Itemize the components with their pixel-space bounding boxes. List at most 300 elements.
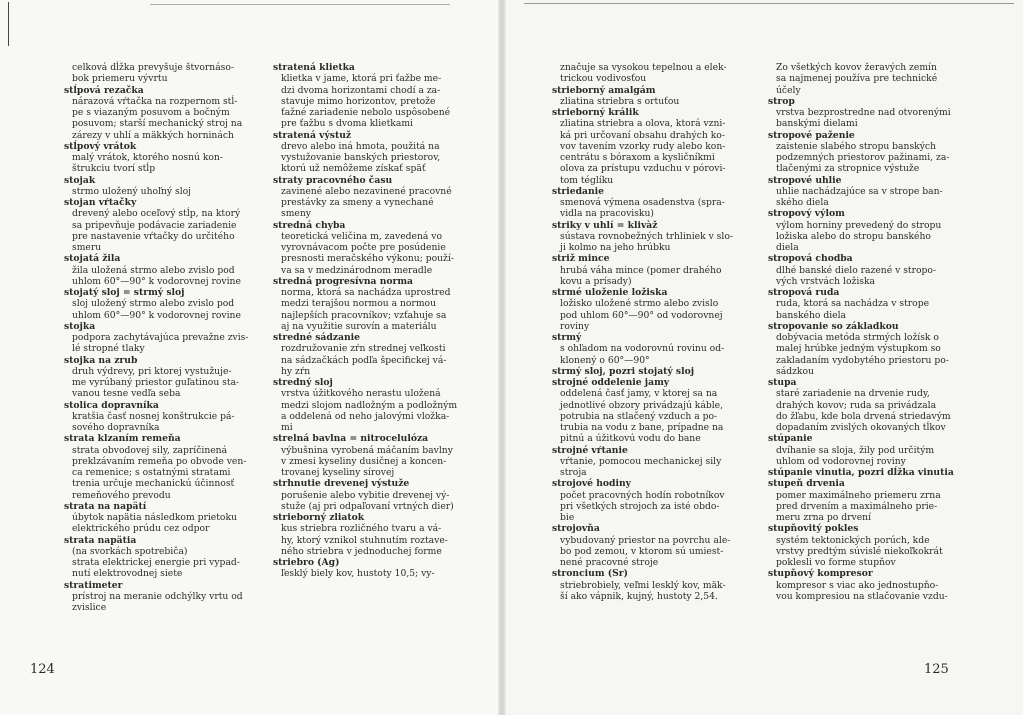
- definition-line: posuvom; starší mechanický stroj na: [72, 118, 243, 130]
- definition-line: stroja: [560, 467, 587, 478]
- definition-line: sa najmenej používa pre technické: [776, 73, 938, 85]
- entry-headword: strieborný zliatok: [273, 512, 365, 523]
- definition-line: olova za prístupu vzduchu v pórovi-: [560, 163, 726, 175]
- entry-headword: striebro (Ag): [273, 557, 340, 568]
- dictionary-entry: [273, 130, 459, 175]
- entry-definition: [776, 220, 968, 254]
- dictionary-entry: [768, 568, 968, 602]
- definition-line: uhlie nachádzajúce sa v strope ban-: [776, 185, 943, 197]
- definition-line: pred drvením a maximálneho prie-: [776, 500, 938, 512]
- definition-line: sloj uložený strmo alebo zvislo pod: [72, 298, 235, 310]
- definition-line: dobývacia metóda strmých ložísk o: [776, 332, 939, 343]
- definition-line: značuje sa vysokou tepelnou a elek-: [560, 62, 727, 73]
- definition-line: remeňového prevodu: [72, 489, 171, 501]
- definition-line: pomer maximálneho priemeru zrna: [776, 489, 941, 501]
- dictionary-entry: [64, 197, 256, 253]
- definition-line: pre nastavenie vŕtačky do určitého: [72, 230, 235, 242]
- definition-line: trubia na vodu z bane, prípadne na: [560, 422, 724, 433]
- entry-definition: [72, 96, 256, 141]
- definition-line: ká pri určovaní obsahu drahých ko-: [560, 129, 725, 141]
- dictionary-entry: [552, 85, 752, 108]
- dictionary-entry: [768, 433, 968, 467]
- definition-line: účely: [776, 84, 801, 96]
- entry-headword: stratená klietka: [273, 62, 355, 73]
- entry-headword: stredný sloj: [273, 377, 333, 388]
- definition-line: rozdružovanie zŕn strednej veľkosti: [281, 343, 446, 355]
- definition-line: dzi dvoma horizontami chodí a za-: [281, 84, 441, 96]
- entry-headword: strmé uloženie ložiska: [552, 287, 668, 298]
- left-column-2: [273, 62, 459, 580]
- dictionary-entry: [552, 62, 752, 85]
- entry-definition: [72, 152, 256, 175]
- definition-line: počet pracovných hodín robotníkov: [560, 489, 725, 501]
- entry-headword: stredná chyba: [273, 219, 346, 231]
- dictionary-entry: [552, 445, 752, 479]
- definition-line: vrstvy predtým súvislé niekoľkokrát: [776, 545, 943, 557]
- entry-definition: [72, 591, 256, 614]
- definition-line: lé stropné tlaky: [72, 343, 145, 355]
- entry-definition: [72, 546, 256, 580]
- entry-definition: [281, 388, 459, 433]
- dictionary-entry: [273, 557, 459, 580]
- entry-definition: [776, 62, 968, 96]
- entry-definition: [281, 523, 459, 557]
- definition-line: vyrovnávacom počte pre posúdenie: [281, 242, 446, 253]
- definition-line: strmo uložený uhoľný sloj: [72, 185, 192, 197]
- definition-line: žila uložená strmo alebo zvislo pod: [72, 264, 235, 276]
- entry-headword: stojatá žila: [64, 253, 121, 265]
- definition-line: trenia určuje mechanickú účinnosť: [72, 478, 235, 490]
- dictionary-entry: [552, 478, 752, 523]
- definition-line: ložiska alebo do stropu banského: [776, 230, 931, 242]
- entry-headword: striž mince: [552, 253, 610, 265]
- definition-line: banského diela: [776, 309, 847, 321]
- entry-headword: stredná progresívna norma: [273, 275, 414, 287]
- definition-line: vybudovaný priestor na povrchu ale-: [560, 534, 731, 546]
- definition-line: výbušnina vyrobená máčaním bavlny: [281, 444, 453, 456]
- entry-definition: [72, 186, 256, 197]
- dictionary-entry: [64, 355, 256, 400]
- entry-definition: [776, 535, 968, 569]
- dictionary-entry: [273, 62, 459, 130]
- definition-line: vrstva bezprostredne nad otvorenými: [776, 107, 951, 118]
- definition-line: bo pod zemou, v ktorom sú umiest-: [560, 545, 724, 557]
- dictionary-entry: [64, 85, 256, 141]
- page-number-left: 124: [30, 662, 55, 677]
- entry-headword: stúpanie vinutia, pozri dĺžka vinutia: [768, 467, 954, 478]
- entry-definition: [560, 535, 752, 569]
- definition-line: preklzávaním remeňa po obvode ven-: [72, 455, 247, 467]
- entry-headword: stredné sádzanie: [273, 332, 360, 343]
- definition-line: klonený o 60°—90°: [560, 354, 650, 366]
- dictionary-entry: [768, 287, 968, 321]
- entry-definition: [72, 332, 256, 355]
- definition-line: aj na využitie surovín a materiálu: [281, 320, 437, 332]
- entry-definition: [72, 62, 256, 85]
- entry-definition: [560, 298, 752, 332]
- definition-line: dopadaním zvislých okovaných tĺkov: [776, 422, 946, 433]
- dictionary-entry: [552, 220, 752, 254]
- entry-headword: strmý sloj, pozri stojatý sloj: [552, 365, 695, 377]
- definition-line: vŕtanie, pomocou mechanickej sily: [560, 455, 722, 467]
- dictionary-entry: [64, 400, 256, 434]
- dictionary-entry: [552, 523, 752, 568]
- dictionary-entry: [64, 535, 256, 580]
- definition-line: úbytok napätia následkom prietoku: [72, 512, 237, 523]
- definition-line: ložisko uložené strmo alebo zvislo: [560, 298, 719, 310]
- definition-line: trickou vodivosťou: [560, 73, 647, 85]
- entry-definition: [776, 445, 968, 468]
- entry-headword: stupa: [768, 377, 797, 388]
- entry-headword: strhnutie drevenej výstuže: [273, 478, 410, 490]
- definition-line: nené pracovné stroje: [560, 557, 659, 568]
- definition-line: pri všetkých strojoch za isté obdo-: [560, 500, 720, 512]
- entry-headword: stojatý sloj = strmý sloj: [64, 287, 185, 298]
- definition-line: zvislice: [72, 602, 107, 613]
- right-column-2: [768, 62, 968, 602]
- entry-headword: strata klzaním remeňa: [64, 433, 181, 445]
- definition-line: banskými dielami: [776, 118, 858, 130]
- definition-line: zliatina striebra a olova, ktorá vzni-: [560, 118, 726, 130]
- entry-definition: [776, 265, 968, 288]
- definition-line: zavinené alebo nezavinené pracovné: [281, 185, 452, 197]
- definition-line: staré zariadenie na drvenie rudy,: [776, 388, 930, 400]
- entry-definition: [560, 343, 752, 366]
- entry-headword: stropové uhlie: [768, 174, 842, 186]
- definition-line: vých vrstvách ložiska: [776, 275, 876, 287]
- definition-line: drevo alebo iná hmota, použitá na: [281, 140, 440, 152]
- entry-headword: strojné vŕtanie: [552, 444, 628, 456]
- dictionary-entry: [768, 96, 968, 130]
- definition-line: ťažné zariadenie nebolo uspôsobené: [281, 107, 451, 118]
- dictionary-entry: [64, 321, 256, 355]
- entry-headword: straty pracovného času: [273, 174, 393, 186]
- page-number-right: 125: [924, 662, 949, 677]
- definition-line: diela: [776, 242, 799, 253]
- definition-line: najlepších pracovníkov; vzťahuje sa: [281, 309, 447, 321]
- definition-line: tom téglíku: [560, 174, 614, 186]
- definition-line: medzi slojom nadložným a podložným: [281, 399, 458, 411]
- entry-headword: strmý: [552, 332, 582, 343]
- definition-line: dlhé banské dielo razené v stropo-: [776, 264, 937, 276]
- entry-headword: strojové hodiny: [552, 478, 631, 490]
- definition-line: presnosti meračského výkonu; použí-: [281, 253, 454, 265]
- dictionary-entry: [64, 175, 256, 198]
- entry-definition: [281, 445, 459, 479]
- definition-line: prístroj na meranie odchýlky vrtu od: [72, 590, 243, 602]
- definition-line: hy zŕn: [281, 365, 311, 377]
- entry-headword: strop: [768, 95, 795, 107]
- entry-definition: [72, 208, 256, 253]
- definition-line: vystužovanie banských priestorov,: [281, 152, 441, 163]
- definition-line: vou kompresiou na stlačovanie vzdu-: [776, 590, 948, 602]
- entry-headword: stojak: [64, 174, 96, 186]
- definition-line: roviny: [560, 320, 590, 332]
- definition-line: striebrobiely, veľmi lesklý kov, mäk-: [560, 579, 726, 591]
- entry-headword: stojka: [64, 320, 96, 332]
- definition-line: systém tektonických porúch, kde: [776, 534, 930, 546]
- definition-line: zliatina striebra s ortuťou: [560, 95, 680, 107]
- entry-definition: [776, 107, 968, 130]
- dictionary-entry: [552, 568, 752, 602]
- entry-headword: stropová ruda: [768, 287, 840, 298]
- entry-headword: striedanie: [552, 185, 604, 197]
- entry-headword: strojovňa: [552, 523, 600, 535]
- entry-definition: [776, 141, 968, 175]
- definition-line: sa pripevňuje podávacie zariadenie: [72, 219, 237, 231]
- dictionary-entry: [64, 287, 256, 321]
- entry-headword: stupeň drvenia: [768, 478, 845, 490]
- definition-line: sádzkou: [776, 365, 814, 377]
- definition-line: podzemných priestorov pažinami, za-: [776, 152, 950, 163]
- entry-headword: stojka na zrub: [64, 354, 138, 366]
- entry-definition: [776, 490, 968, 524]
- dictionary-entry: [768, 175, 968, 209]
- dictionary-entry: [273, 478, 459, 512]
- definition-line: kus striebra rozličného tvaru a vá-: [281, 523, 442, 535]
- right-column-1: [552, 62, 752, 602]
- entry-definition: [72, 445, 256, 501]
- definition-line: pre ťažbu s dvoma klietkami: [281, 118, 413, 130]
- dictionary-entry: [64, 62, 256, 85]
- entry-definition: [560, 265, 752, 288]
- definition-line: stuže (aj pri odpaľovaní vrtných dier): [281, 500, 454, 512]
- definition-line: a oddelená od neho jalovými vložka-: [281, 410, 450, 422]
- entry-definition: [281, 343, 459, 377]
- entry-definition: [560, 96, 752, 107]
- entry-definition: [560, 388, 752, 444]
- definition-line: uhlom od vodorovnej roviny: [776, 455, 906, 467]
- corner-mark: [8, 2, 9, 46]
- definition-line: zaistenie slabého stropu banských: [776, 140, 936, 152]
- definition-line: nutí elektrovodnej siete: [72, 568, 183, 580]
- dictionary-entry: [273, 175, 459, 220]
- entry-headword: stropovanie so základkou: [768, 320, 899, 332]
- entry-headword: stupňový kompresor: [768, 568, 873, 580]
- definition-line: ší ako vápnik, kujný, hustoty 2,54.: [560, 590, 718, 602]
- dictionary-entry: [273, 332, 459, 377]
- definition-line: drahých kovov; ruda sa privádzala: [776, 399, 937, 411]
- definition-line: uhlom 60°—90° k vodorovnej rovine: [72, 275, 241, 287]
- entry-headword: striky v uhlí = klivàž: [552, 219, 658, 231]
- definition-line: porušenie alebo vybitie drevenej vý-: [281, 489, 450, 501]
- definition-line: meru zrna po drvení: [776, 512, 872, 523]
- definition-line: malej hrúbke jedným výstupkom so: [776, 343, 941, 355]
- definition-line: ruda, ktorá sa nachádza v strope: [776, 298, 930, 310]
- book-gutter: [498, 0, 506, 715]
- definition-line: kovu a prísady): [560, 275, 632, 287]
- entry-definition: [281, 490, 459, 513]
- definition-line: sového dopravníka: [72, 422, 160, 433]
- definition-line: smeny: [281, 208, 311, 220]
- definition-line: smeru: [72, 242, 102, 253]
- entry-definition: [281, 287, 459, 332]
- dictionary-entry: [552, 377, 752, 445]
- entry-definition: [560, 456, 752, 479]
- definition-line: dvíhanie sa sloja, žily pod určitým: [776, 444, 935, 456]
- entry-definition: [776, 388, 968, 433]
- entry-headword: stratená výstuž: [273, 129, 352, 141]
- entry-definition: [72, 411, 256, 434]
- dictionary-entry: [273, 433, 459, 478]
- definition-line: podpora zachytávajúca prevažne zvis-: [72, 332, 249, 343]
- definition-line: kratšia časť nosnej konštrukcie pá-: [72, 410, 235, 422]
- dictionary-entry: [64, 580, 256, 614]
- definition-line: ného striebra v jednoduchej forme: [281, 545, 442, 557]
- definition-line: elektrického prúdu cez odpor: [72, 523, 210, 535]
- dictionary-entry: [768, 253, 968, 287]
- entry-headword: strieborný amalgám: [552, 84, 656, 96]
- definition-line: vidla na pracovisku): [560, 208, 655, 220]
- definition-line: pe s viazaným posuvom a bočným: [72, 107, 230, 118]
- dictionary-entry: [273, 512, 459, 557]
- entry-headword: stropové paženie: [768, 129, 855, 141]
- definition-line: druh výdrevy, pri ktorej vystužuje-: [72, 365, 232, 377]
- definition-line: klietka v jame, ktorá pri ťažbe me-: [281, 73, 442, 85]
- dictionary-entry: [768, 467, 968, 478]
- entry-definition: [560, 197, 752, 220]
- dictionary-entry: [552, 186, 752, 220]
- entry-headword: stúpanie: [768, 433, 813, 445]
- definition-line: s ohľadom na vodorovnú rovinu od-: [560, 343, 725, 355]
- entry-definition: [72, 512, 256, 535]
- definition-line: na sádzačkách podľa špecifickej vá-: [281, 354, 447, 366]
- definition-line: ca remenice; s ostatnými stratami: [72, 467, 231, 478]
- entry-definition: [281, 141, 459, 175]
- definition-line: medzi terajšou normou a normou: [281, 298, 436, 310]
- definition-line: malý vrátok, ktorého nosnú kon-: [72, 152, 223, 163]
- definition-line: norma, ktorá sa nachádza uprostred: [281, 287, 451, 298]
- definition-line: pitnú a úžitkovú vodu do bane: [560, 433, 701, 445]
- definition-line: strata obvodovej sily, zapríčinená: [72, 444, 228, 456]
- definition-line: stavuje mimo horizontov, pretože: [281, 95, 436, 107]
- entry-headword: stĺpový vrátok: [64, 140, 137, 152]
- definition-line: centrátu s bóraxom a kysličníkmi: [560, 152, 715, 163]
- entry-headword: strieborný králik: [552, 107, 639, 118]
- definition-line: prestávky za smeny a vynechané: [281, 197, 434, 208]
- left-column-1: [64, 62, 256, 613]
- definition-line: štrukciu tvorí stĺp: [72, 163, 156, 175]
- dictionary-entry: [768, 321, 968, 377]
- entry-definition: [72, 265, 256, 288]
- entry-headword: stropový výlom: [768, 208, 845, 220]
- dictionary-entry: [273, 220, 459, 276]
- dictionary-entry: [552, 107, 752, 186]
- definition-line: pod uhlom 60°—90° od vodorovnej: [560, 309, 723, 321]
- entry-definition: [281, 231, 459, 276]
- dictionary-entry: [552, 332, 752, 366]
- definition-line: va sa v medzinárodnom meradle: [281, 264, 433, 276]
- entry-headword: stĺpová rezačka: [64, 84, 144, 96]
- entry-definition: [560, 490, 752, 524]
- definition-line: vrstva úžitkového nerastu uložená: [281, 388, 441, 400]
- dictionary-entry: [768, 130, 968, 175]
- dictionary-entry: [768, 523, 968, 568]
- dictionary-entry: [64, 141, 256, 175]
- dictionary-entry: [768, 478, 968, 523]
- definition-line: zakladaním vydobytého priestoru po-: [776, 354, 949, 366]
- entry-definition: [776, 186, 968, 209]
- entry-definition: [281, 73, 459, 129]
- top-rule: [524, 3, 1014, 4]
- entry-headword: stroncium (Sr): [552, 568, 628, 580]
- entry-definition: [560, 580, 752, 603]
- definition-line: ľesklý biely kov, hustoty 10,5; vy-: [281, 568, 435, 580]
- entry-definition: [776, 580, 968, 603]
- dictionary-entry: [273, 276, 459, 332]
- entry-headword: strata na napätí: [64, 500, 147, 512]
- definition-line: poklesli vo forme stupňov: [776, 557, 896, 568]
- left-page: [0, 0, 504, 715]
- definition-line: teoretická veličina m, zavedená vo: [281, 230, 442, 242]
- definition-line: ji kolmo na jeho hrúbku: [560, 242, 671, 253]
- definition-line: smenová výmena osadenstva (spra-: [560, 197, 725, 208]
- definition-line: výlom horniny prevedený do stropu: [776, 219, 942, 231]
- definition-line: do žľabu, kde bola drvená striedavým: [776, 410, 951, 422]
- dictionary-entry: [273, 377, 459, 433]
- dictionary-entry: [64, 433, 256, 501]
- dictionary-entry: [768, 62, 968, 96]
- definition-line: strata elektrickej energie pri vypad-: [72, 557, 240, 568]
- dictionary-entry: [768, 377, 968, 433]
- top-rule: [150, 4, 450, 5]
- entry-definition: [560, 231, 752, 254]
- definition-line: nárazová vŕtačka na rozpernom stĺ-: [72, 95, 238, 107]
- definition-line: drevený alebo oceľový stĺp, na ktorý: [72, 208, 241, 220]
- dictionary-entry: [552, 366, 752, 377]
- dictionary-entry: [552, 253, 752, 287]
- definition-line: Zo všetkých kovov žeravých zemín: [776, 62, 937, 73]
- entry-definition: [72, 366, 256, 400]
- entry-definition: [560, 62, 752, 85]
- definition-line: (na svorkách spotrebiča): [72, 545, 188, 557]
- definition-line: hrubá váha mince (pomer drahého: [560, 264, 722, 276]
- definition-line: potrubia na stlačený vzduch a po-: [560, 410, 718, 422]
- entry-headword: strata napätia: [64, 534, 137, 546]
- entry-definition: [72, 298, 256, 321]
- definition-line: vov tavením vzorky rudy alebo kon-: [560, 140, 726, 152]
- entry-headword: stolica dopravníka: [64, 399, 159, 411]
- definition-line: bok priemeru vývrtu: [72, 73, 168, 85]
- definition-line: tlačenými za stropnice výstuže: [776, 163, 920, 175]
- definition-line: ktorú už nemôžeme získať späť: [281, 163, 426, 175]
- entry-definition: [281, 186, 459, 220]
- definition-line: uhlom 60°—90° k vodorovnej rovine: [72, 309, 241, 321]
- definition-line: zárezy v uhlí a mäkkých horninách: [72, 129, 234, 141]
- dictionary-entry: [552, 287, 752, 332]
- definition-line: me vyrúbaný priestor guľatinou sta-: [72, 377, 240, 388]
- entry-definition: [776, 298, 968, 321]
- entry-definition: [776, 332, 968, 377]
- definition-line: bie: [560, 512, 575, 523]
- definition-line: sústava rovnobežných trhliniek v slo-: [560, 230, 733, 242]
- entry-headword: stojan vŕtačky: [64, 197, 137, 208]
- definition-line: vanou tesne vedľa seba: [72, 388, 181, 400]
- entry-headword: stratimeter: [64, 579, 123, 591]
- definition-line: hy, ktorý vznikol stuhnutím roztave-: [281, 534, 448, 546]
- definition-line: kompresor s viac ako jednostupňo-: [776, 579, 939, 591]
- dictionary-entry: [64, 253, 256, 287]
- entry-headword: stropová chodba: [768, 253, 853, 265]
- entry-definition: [281, 568, 459, 579]
- definition-line: celková dĺžka prevyšuje štvornáso-: [72, 62, 235, 73]
- right-page: [504, 0, 1023, 715]
- entry-headword: strelná bavlna = nitrocelulóza: [273, 433, 429, 445]
- definition-line: v zmesi kyseliny dusičnej a koncen-: [281, 455, 447, 467]
- entry-definition: [560, 118, 752, 186]
- dictionary-entry: [64, 501, 256, 535]
- definition-line: ského diela: [776, 197, 829, 208]
